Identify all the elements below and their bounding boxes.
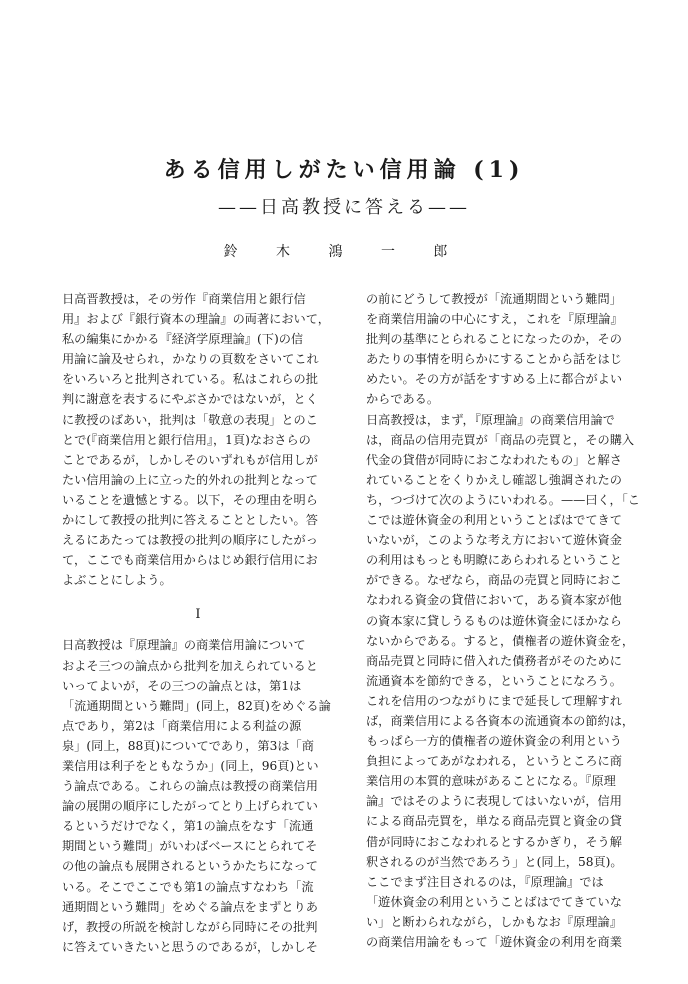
text-line: いることを遺憾とする。以下，その理由を明ら [62, 492, 318, 507]
text-line: は，商品の信用売買が「商品の売買と，その購入 [366, 432, 635, 447]
text-line: れていることをくりかえし確認し強調されたの [366, 472, 622, 487]
text-line: とで(『商業信用と銀行信用』，1頁)なおさらの [62, 432, 311, 447]
author-name: 鈴 木 鴻 一 郎 [223, 244, 465, 260]
text-line: ここでまず注目されるのは，『原理論』では [366, 874, 604, 889]
text-line: 商品売買と同時に借入れた債務者がそのために [366, 653, 622, 668]
text-line: およそ三つの論点から批判を加えられていると [62, 658, 318, 673]
text-line: もっぱら一方的債権者の遊休資金の利用という [366, 734, 622, 749]
text-line: ち，つづけて次のようにいわれる。——曰く，「こ [366, 492, 640, 507]
right-column [366, 289, 640, 952]
text-line: ないからである。すると，債権者の遊休資金を， [366, 633, 635, 648]
text-line: 負担によってあがなわれる，というところに商 [366, 754, 622, 769]
text-line: 日高教授は『原理論』の商業信用論について [62, 638, 306, 653]
text-line: 借が同時におこなわれるとするかぎり，そう解 [366, 834, 622, 849]
text-line: ができる。なぜなら，商品の売買と同時におこ [366, 573, 622, 588]
text-line: て，ここでも商業信用からはじめ銀行信用にお [62, 553, 318, 568]
text-line: 用』および『銀行資本の理論』の両著において， [62, 312, 330, 327]
text-line: をいろいろと批判されている。私はこれらの批 [62, 372, 318, 387]
text-line: ことであるが，しかしそのいずれもが信用しが [62, 452, 318, 467]
text-line: の商業信用論をもって「遊休資金の利用を商業 [366, 935, 622, 949]
text-line: あたりの事情を明らかにすることから話をはじ [366, 352, 622, 367]
text-line: 私の編集にかかる『経済学原理論』(下)の信 [62, 332, 304, 347]
text-line: なわれる資金の貸借において，ある資本家が他 [366, 593, 622, 608]
intro-paragraph [62, 289, 334, 590]
text-line: 業信用は利子をともなうか」(同上，96頁)とい [62, 758, 319, 773]
text-line: による商品売買を，単なる商品売買と資金の貸 [366, 814, 622, 829]
text-line: 業信用の本質的意味があることになる。『原理 [366, 774, 616, 789]
text-line: の前にどうして教授が「流通期間という難問」 [366, 292, 622, 306]
text-line: 用論に論及せられ，かなりの頁数をさいてこれ [62, 352, 319, 367]
text-line: えるにあたっては教授の批判の順序にしたがっ [62, 533, 318, 548]
section-heading: I [195, 607, 201, 623]
text-line: これを信用のつながりにまで延長して理解すれ [366, 693, 622, 708]
left-column [62, 289, 334, 957]
text-line: 代金の貸借が同時におこなわれたもの」と解さ [366, 452, 622, 467]
text-line: 流通資本を節約できる，ということになろう。 [366, 673, 622, 688]
article-subtitle: ——日高教授に答える—— [218, 197, 470, 218]
text-line: 期間という難問」がいわばベースにとられてそ [62, 839, 318, 854]
text-line: 点であり，第2は「商業信用による利益の源 [62, 718, 302, 733]
text-line: の利用はもっとも明瞭にあらわれるということ [366, 553, 622, 568]
text-line: 判に謝意を表するにやぶさかではないが，とく [62, 392, 318, 407]
text-line: めたい。その方が話をすすめる上に都合がよい [366, 372, 623, 387]
text-line: い」と断わられながら，しかもなお『原理論』 [366, 914, 622, 929]
text-line: るというだけでなく，第1の論点をなす「流通 [62, 819, 314, 834]
text-line: に答えていきたいと思うのであるが，しかしそ [62, 939, 318, 954]
text-line: 論』ではそのように表現してはいないが，信用 [366, 794, 622, 809]
text-line: う論点である。これらの論点は教授の商業信用 [62, 779, 318, 794]
text-line: 泉」(同上，88頁)についてであり，第3は「商 [62, 738, 314, 753]
text-line: げ，教授の所説を検討しながら同時にその批判 [62, 919, 318, 934]
text-line: に教授のばあい，批判は「敬意の表現」とのこ [62, 412, 318, 427]
right-paragraphs [366, 289, 640, 952]
text-line: 「流通期間という難問」(同上，82頁)をめぐる論 [62, 698, 331, 713]
text-line: かにして教授の批判に答えることとしたい。答 [62, 513, 318, 528]
article-title: ある信用しがたい信用論 (1) [163, 157, 525, 183]
text-line: たい信用論の上に立った的外れの批判となって [62, 472, 318, 487]
text-line: ば，商業信用による各資本の流通資本の節約は， [366, 713, 635, 728]
text-line: 通期間という難問」をめぐる論点をまずとりあ [62, 899, 318, 914]
text-line: 論の展開の順序にしたがってとり上げられてい [62, 799, 318, 814]
text-line: 批判の基準にとられることになったのか，その [366, 332, 622, 347]
text-line: よぶことにしよう。 [62, 573, 172, 588]
text-line: の他の論点も展開されるというかたちになって [62, 859, 318, 874]
text-line: からである。 [366, 392, 440, 407]
text-line: いないが，このような考え方において遊休資金 [366, 533, 622, 548]
text-line: 日高教授は，まず，『原理論』の商業信用論で [366, 412, 615, 427]
text-line: 「遊休資金の利用ということばはでてきていな [366, 894, 622, 909]
section-paragraph [62, 635, 334, 957]
text-line: こでは遊休資金の利用ということばはでてきて [366, 513, 622, 528]
text-line: を商業信用論の中心にすえ，これを『原理論』 [366, 312, 623, 327]
text-line: 釈されるのが当然であろう」と(同上，58頁)。 [366, 854, 623, 869]
text-line: いってよいが，その三つの論点とは，第1は [62, 678, 302, 693]
text-line: いる。そこでここでも第1の論点すなわち「流 [62, 879, 314, 894]
text-line: 日高晋教授は，その労作『商業信用と銀行信 [62, 292, 306, 306]
text-line: の資本家に貸しうるものは遊休資金にほかなら [366, 613, 622, 628]
